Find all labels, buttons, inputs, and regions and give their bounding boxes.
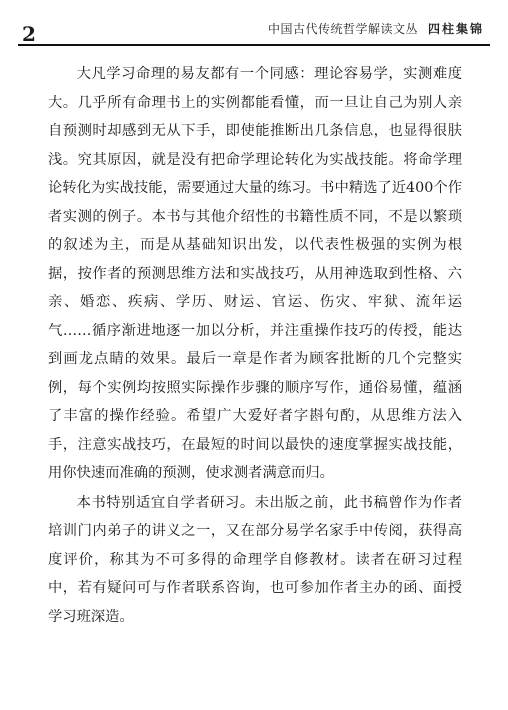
book-title: 四柱集锦: [427, 22, 484, 36]
header-rule: [18, 44, 490, 46]
body-text: [48, 60, 462, 631]
running-header: [268, 20, 484, 37]
page-number: 2: [22, 22, 37, 46]
paragraph-audience: 本书特别适宜自学者研习。未出版之前，此书稿曾作为作者培训门内弟子的讲义之一，又在部分易学名家手中传阅，获得高度评价，称其为不可多得的命理学自修教材。读者在研习过程中，若有疑问可与作者联系咨询，也可参加作者主办的函、面授学习班深造。: [48, 494, 462, 625]
series-title: 中国古代传统哲学解读文丛: [267, 22, 418, 36]
paragraph-intro: 大凡学习命理的易友都有一个同感：理论容易学，实测难度大。几乎所有命理书上的实例都能看懂，而一旦让自己为别人亲自预测时却感到无从下手，即使能推断出几条信息，也显得很肤浅。究其原因，就是没有把命学理论转化为实战技能。将命学理论转化为实战技能，需要通过大量的练习。书中精选了近400个作者实测的例子。本书与其他介绍性的书籍性质不同，不是以繁琐的叙述为主，而是从基础知识出发，以代表性极强的实例为根据，按作者的预测思维方法和实战技巧，从用神选取到性格、六亲、婚恋、疾病、学历、财运、官运、伤灾、牢狱、流年运气……循序渐进地逐一加以分析，并注重操作技巧的传授，能达到画龙点睛的效果。最后一章是作者为顾客批断的几个完整实例，每个实例均按照实际操作步骤的顺序写作，通俗易懂，蕴涵了丰富的操作经验。希望广大爱好者字斟句酌，从思维方法入手，注意实战技巧，在最短的时间以最快的速度掌握实战技能，用你快速而准确的预测，使求测者满意而归。: [48, 66, 462, 481]
